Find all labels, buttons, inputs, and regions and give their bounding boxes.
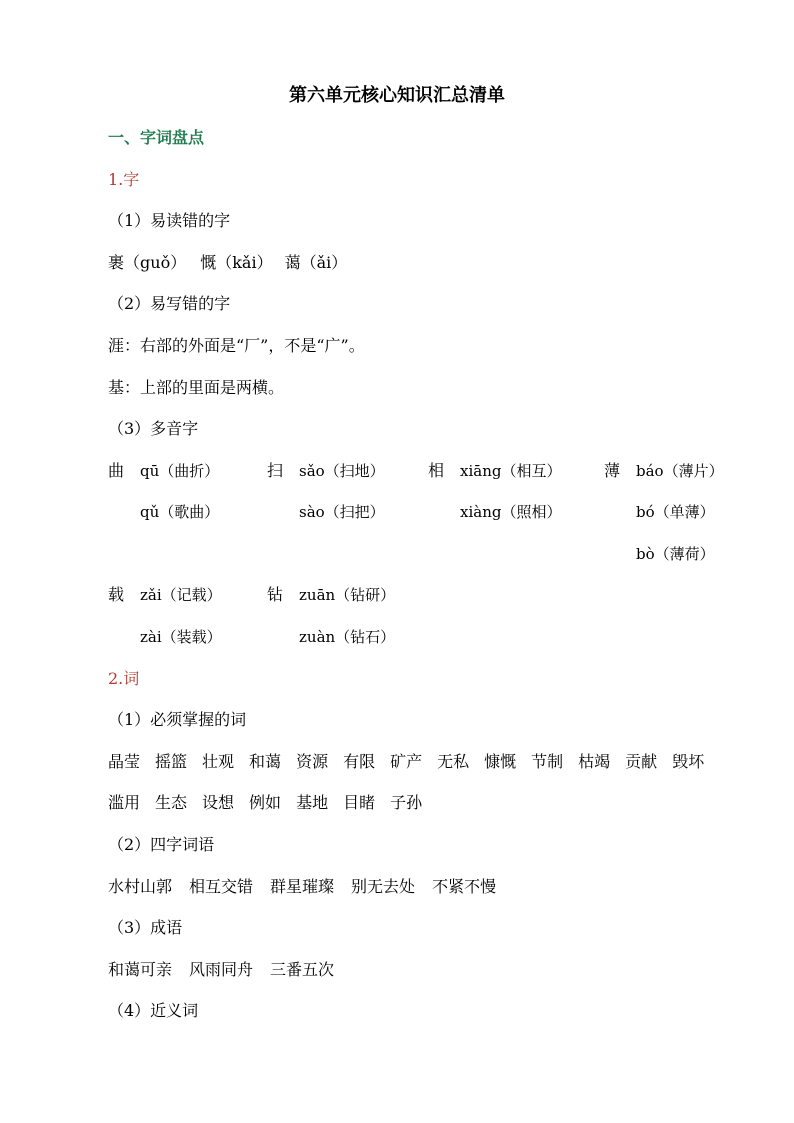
word-item: 壮观 [202, 752, 235, 771]
heading-four-char-words: （2）四字词语 [108, 835, 215, 854]
polyphonic-reading: sào（扫把） [299, 503, 385, 521]
easy-read-char: 蔼 [284, 253, 301, 272]
easy-read-char: 慨 [200, 253, 217, 272]
word-item: 和蔼 [249, 752, 282, 771]
word-item: 滥用 [108, 793, 141, 812]
subheading-characters: 1.字 [108, 170, 140, 189]
word-item: 晶莹 [108, 752, 141, 771]
idiom-item: 和蔼可亲 [108, 960, 173, 979]
polyphonic-char: 曲 [108, 461, 125, 480]
polyphonic-reading: báo（薄片） [636, 462, 724, 480]
polyphonic-char: 相 [428, 461, 445, 480]
idiom-item: 三番五次 [270, 960, 335, 979]
idiom-item: 风雨同舟 [189, 960, 254, 979]
phrase-item: 相互交错 [189, 877, 254, 896]
phrase-item: 群星璀璨 [270, 877, 335, 896]
polyphonic-reading: xiàng（照相） [460, 503, 562, 521]
polyphonic-char: 载 [108, 585, 125, 604]
easy-read-char: 裹 [108, 253, 125, 272]
heading-polyphonic: （3）多音字 [108, 419, 199, 438]
heading-must-know-words: （1）必须掌握的词 [108, 710, 247, 729]
easy-read-pinyin: （guǒ） [124, 253, 187, 272]
easy-write-note: 涯：右部的外面是“厂”，不是“广”。 [108, 336, 365, 355]
heading-idioms: （3）成语 [108, 918, 183, 937]
heading-easy-read: （1）易读错的字 [108, 211, 231, 230]
phrase-item: 别无去处 [351, 877, 416, 896]
word-item: 目睹 [343, 793, 376, 812]
word-item: 毁坏 [672, 752, 705, 771]
must-know-words-line-2 [108, 793, 422, 813]
heading-synonyms: （4）近义词 [108, 1001, 199, 1020]
polyphonic-reading: qū（曲折） [140, 462, 220, 480]
subheading-words: 2.词 [108, 669, 140, 688]
word-item: 贡献 [625, 752, 658, 771]
easy-read-pinyin: （kǎi） [216, 253, 273, 272]
heading-easy-write: （2）易写错的字 [108, 294, 231, 313]
polyphonic-reading: zuàn（钻石） [299, 628, 396, 646]
word-item: 子孙 [390, 793, 423, 812]
word-item: 设想 [202, 793, 235, 812]
polyphonic-reading: bò（薄荷） [636, 545, 715, 563]
easy-read-list [108, 253, 347, 273]
polyphonic-reading: bó（单薄） [636, 503, 715, 521]
polyphonic-reading: sǎo（扫地） [299, 462, 385, 480]
easy-write-note: 基：上部的里面是两横。 [108, 378, 285, 397]
phrase-item: 不紧不慢 [432, 877, 497, 896]
polyphonic-reading: zài（装载） [140, 628, 222, 646]
four-char-words-list [108, 877, 513, 897]
polyphonic-char: 钻 [267, 585, 284, 604]
polyphonic-char: 薄 [604, 461, 621, 480]
polyphonic-reading: qǔ（歌曲） [140, 503, 220, 521]
polyphonic-reading: zuān（钻研） [299, 586, 396, 604]
word-item: 慷慨 [484, 752, 517, 771]
word-item: 节制 [531, 752, 564, 771]
polyphonic-reading: xiāng（相互） [460, 462, 562, 480]
section-heading-vocabulary: 一、字词盘点 [108, 128, 205, 147]
word-item: 有限 [343, 752, 376, 771]
word-item: 矿产 [390, 752, 423, 771]
easy-read-pinyin: （ǎi） [300, 253, 348, 272]
phrase-item: 水村山郭 [108, 877, 173, 896]
polyphonic-char: 扫 [267, 461, 284, 480]
word-item: 生态 [155, 793, 188, 812]
must-know-words-line-1 [108, 752, 704, 772]
idioms-list [108, 960, 351, 980]
word-item: 例如 [249, 793, 282, 812]
word-item: 摇篮 [155, 752, 188, 771]
polyphonic-reading: zǎi（记载） [140, 586, 222, 604]
page-title: 第六单元核心知识汇总清单 [289, 85, 505, 106]
word-item: 资源 [296, 752, 329, 771]
word-item: 枯竭 [578, 752, 611, 771]
word-item: 无私 [437, 752, 470, 771]
word-item: 基地 [296, 793, 329, 812]
